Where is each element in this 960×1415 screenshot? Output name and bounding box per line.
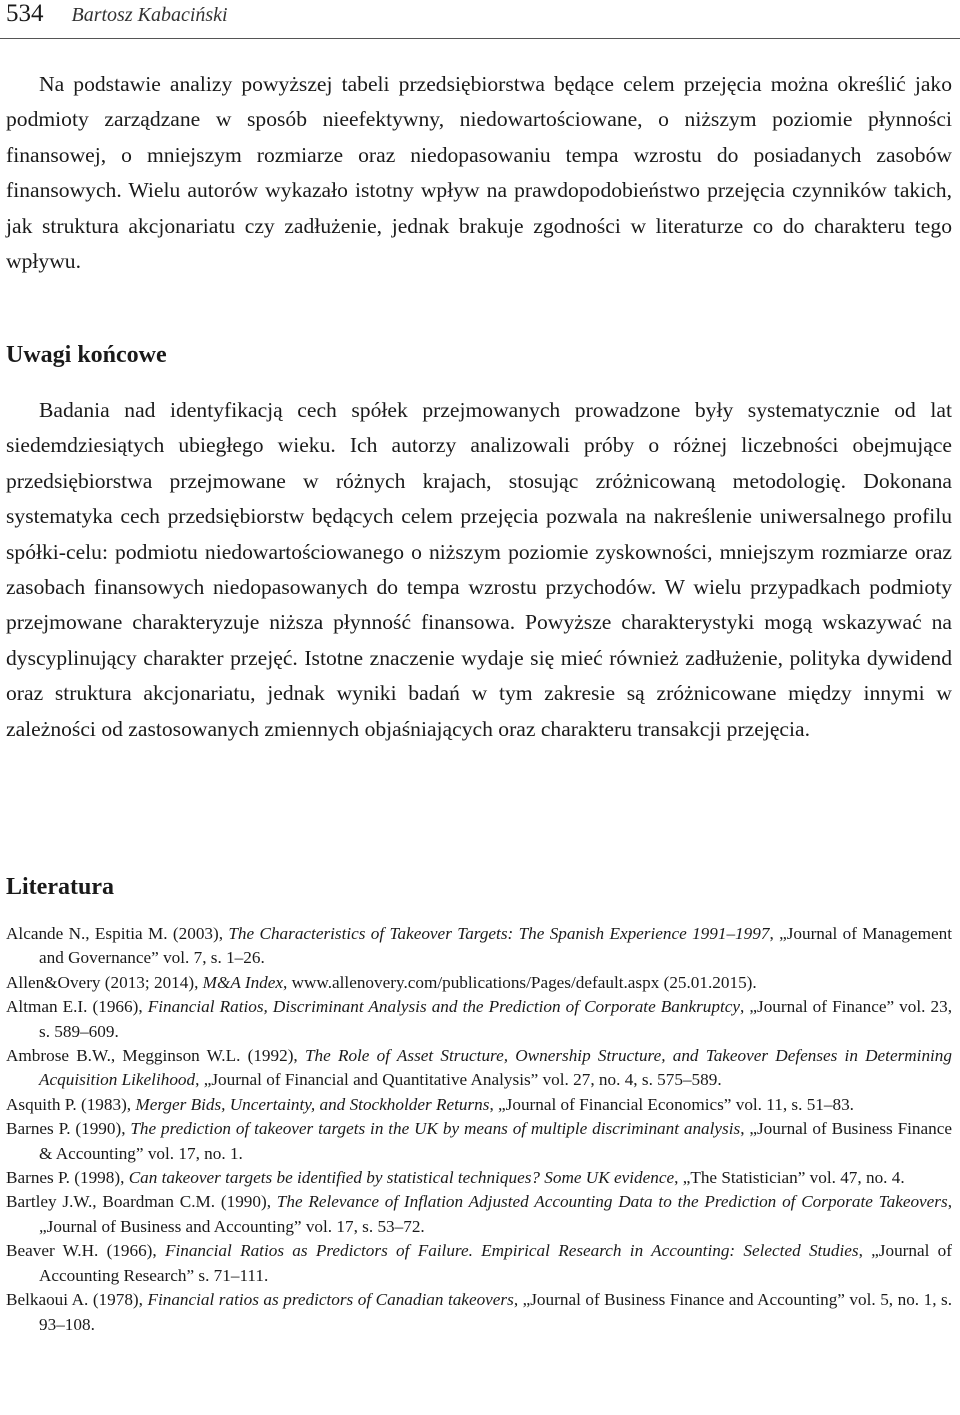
- running-head-author: Bartosz Kabaciński: [71, 4, 228, 26]
- reference-title: The Role of Asset Structure, Ownership Structure, and Takeover Defenses in Determining Acquisition Likelihood: [39, 1046, 952, 1090]
- reference-entry: [6, 971, 952, 995]
- reference-source: , „Journal of Business Finance and Accounting” vol. 5, no. 1, s. 93–108.: [39, 1290, 952, 1334]
- page-number: 534: [6, 0, 44, 27]
- reference-authors-year: Asquith P. (1983),: [6, 1094, 136, 1114]
- section-heading-literature: Literatura: [6, 874, 114, 900]
- reference-authors-year: Barnes P. (1990),: [6, 1119, 131, 1139]
- reference-source: , www.allenovery.com/publications/Pages/default.aspx (25.01.2015).: [283, 972, 757, 992]
- reference-list: [6, 922, 952, 1337]
- reference-authors-year: Altman E.I. (1966),: [6, 997, 148, 1017]
- reference-source: , „Journal of Accounting Research” s. 71–111.: [39, 1241, 952, 1285]
- reference-authors-year: Belkaoui A. (1978),: [6, 1290, 148, 1310]
- reference-title: The Relevance of Inflation Adjusted Accounting Data to the Prediction of Corporate Takeovers: [276, 1192, 948, 1212]
- header-rule: [0, 38, 960, 39]
- reference-entry: [6, 995, 952, 1044]
- reference-authors-year: Allen&Overy (2013; 2014),: [6, 972, 203, 992]
- reference-title: The Characteristics of Takeover Targets: The Spanish Experience 1991–1997: [228, 924, 770, 943]
- reference-entry: [6, 1044, 952, 1093]
- reference-authors-year: Bartley J.W., Boardman C.M. (1990),: [6, 1192, 277, 1212]
- reference-entry: [6, 1239, 952, 1288]
- reference-entry: [6, 1166, 952, 1190]
- reference-source: , „Journal of Finance” vol. 23, s. 589–609.: [39, 997, 952, 1041]
- reference-title: Financial Ratios, Discriminant Analysis and the Prediction of Corporate Bankruptcy: [147, 997, 740, 1017]
- body-paragraph-intro: Na podstawie analizy powyższej tabeli przedsiębiorstwa będące celem przejęcia można określić jako podmioty zarządzane w sposób nieefektywny, niedowartościowane, o niższym poziomie płynności finansowej, o mniejszym rozmiarze oraz niedopasowaniu tempa wzrostu do posiadanych zasobów finansowych. Wielu autorów wykazało istotny wpływ na prawdopodobieństwo przejęcia czynników takich, jak struktura akcjonariatu czy zadłużenie, jednak brakuje zgodności w literaturze co do charakteru tego wpływu.: [6, 72, 952, 274]
- reference-source: , „Journal of Management and Governance” vol. 7, s. 1–26.: [39, 924, 952, 968]
- reference-authors-year: Barnes P. (1998),: [6, 1168, 129, 1188]
- reference-title: Merger Bids, Uncertainty, and Stockholder Returns: [135, 1094, 490, 1114]
- reference-source: , „Journal of Financial and Quantitative Analysis” vol. 27, no. 4, s. 575–589.: [195, 1070, 722, 1090]
- reference-title: Financial Ratios as Predictors of Failure. Empirical Research in Accounting: Selected Studies: [164, 1241, 859, 1261]
- reference-entry: [6, 1190, 952, 1239]
- body-paragraph-conclusions: Badania nad identyfikacją cech spółek przejmowanych prowadzone były systematycznie od lat siedemdziesiątych ubiegłego wieku. Ich autorzy analizowali próby o różnej liczebności obejmujące przedsiębiorstwa przejmowane w różnych krajach, stosując zróżnicowaną metodologię. Dokonana systematyka cech przedsiębiorstw będących celem przejęcia pozwala na nakreślenie uniwersalnego profilu spółki-celu: podmiotu niedowartościowanego o niższym poziomie zyskowności, mniejszym rozmiarze oraz zasobach finansowych niedopasowanych do tempa wzrostu przychodów. W wielu przypadkach podmioty przejmowane charakteryzuje niższa płynność finansowa. Powyższe charakterystyki mogą wskazywać na dyscyplinujący charakter przejęć. Istotne znaczenie wydaje się mieć również zadłużenie, polityka dywidend oraz struktura akcjonariatu, jednak wyniki badań w tym zakresie są zróżnicowane między innymi w zależności od zastosowanych zmiennych objaśniających oraz charakteru transakcji przejęcia.: [6, 398, 952, 741]
- reference-title: Financial ratios as predictors of Canadian takeovers: [147, 1290, 514, 1310]
- reference-title: M&A Index: [202, 972, 284, 992]
- reference-source: , „The Statistician” vol. 47, no. 4.: [674, 1168, 905, 1188]
- reference-source: , „Journal of Business and Accounting” vol. 17, s. 53–72.: [39, 1192, 952, 1236]
- reference-authors-year: Ambrose B.W., Megginson W.L. (1992),: [6, 1046, 305, 1066]
- reference-authors-year: Beaver W.H. (1966),: [6, 1241, 165, 1261]
- reference-entry: [6, 1093, 952, 1117]
- reference-title: Can takeover targets be identified by statistical techniques? Some UK evidence: [128, 1168, 675, 1188]
- reference-entry: [6, 1288, 952, 1337]
- reference-title: The prediction of takeover targets in the UK by means of multiple discriminant analysis: [130, 1119, 741, 1139]
- reference-entry: [6, 1117, 952, 1166]
- reference-source: , „Journal of Business Finance & Accounting” vol. 17, no. 1.: [39, 1119, 952, 1163]
- reference-source: , „Journal of Financial Economics” vol. 11, s. 51–83.: [489, 1094, 854, 1114]
- page-header: [6, 0, 228, 34]
- reference-entry: [6, 922, 952, 971]
- reference-authors-year: Alcande N., Espitia M. (2003),: [6, 924, 229, 943]
- section-heading-conclusions: Uwagi końcowe: [6, 342, 167, 368]
